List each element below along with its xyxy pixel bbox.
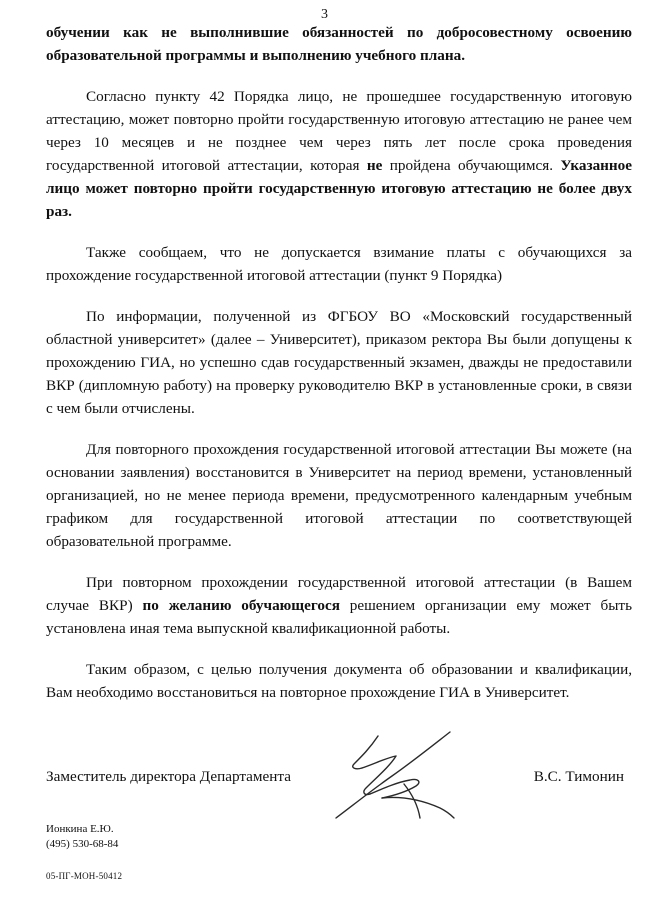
text-run: По информации, полученной из ФГБОУ ВО «Московский государственный областной университет» (далее – Университет), приказом ректора Вы были допущены к прохождению ГИА, но успешно сдав государственный экзамен, дважды не предоставили ВКР (дипломную работу) на проверку руководителю ВКР в установленные сроки, в связи с чем были отчислены. (46, 308, 632, 417)
document-reference: 05-ПГ-МОН-50412 (46, 871, 123, 881)
executor-name: Ионкина Е.Ю. (46, 823, 114, 835)
paragraph (46, 658, 632, 704)
letter-body (46, 21, 632, 722)
text-run: Таким образом, с целью получения документа об образовании и квалификации, Вам необходимо восстановиться на повторное прохождение ГИА в Университет. (46, 661, 632, 701)
signatory-position: Заместитель директора Департамента (46, 768, 291, 785)
executor-info (46, 822, 118, 852)
text-run: При повторном прохождении государственной итоговой аттестации (в Вашем случае ВКР) (46, 574, 632, 614)
text-run: Согласно пункту 42 Порядка лицо, не прошедшее государственную итоговую аттестацию, может повторно пройти государственную итоговую аттестацию не ранее чем через 10 месяцев и не позднее чем через пять лет после срока проведения государственной итоговой аттестации, которая (46, 88, 632, 174)
text-run: Также сообщаем, что не допускается взимание платы с обучающихся за прохождение государственной итоговой аттестации (пункт 9 Порядка) (46, 244, 632, 284)
paragraph (46, 438, 632, 553)
bold-text-run: не (366, 157, 383, 174)
paragraph (46, 305, 632, 420)
paragraph (46, 85, 632, 223)
paragraph (46, 571, 632, 640)
bold-text-run: Указанное лицо может повторно пройти государственную итоговую аттестацию не более двух раз. (46, 157, 632, 220)
text-run: пройдена обучающимся. (382, 157, 561, 174)
page-number: 3 (321, 7, 328, 22)
handwritten-signature (322, 726, 472, 826)
text-run: решением организации ему может быть установлена иная тема выпускной квалификационной работы. (46, 597, 633, 637)
bold-text-run: обучении как не выполнившие обязанностей по добросовестному освоению образовательной программы и выполнению учебного плана. (46, 24, 632, 64)
signatory-name: В.С. Тимонин (533, 768, 624, 785)
paragraph (46, 21, 632, 67)
text-run: Для повторного прохождения государственной итоговой аттестации Вы можете (на основании заявления) восстановится в Университет на период времени, установленный организацией, но не менее периода времени, предусмотренного календарным учебным графиком для государственной итоговой аттестации по соответствующей образовательной программе. (46, 441, 632, 550)
paragraph (46, 241, 632, 287)
executor-phone: (495) 530-68-84 (46, 838, 119, 850)
bold-text-run: по желанию обучающегося (142, 597, 340, 614)
